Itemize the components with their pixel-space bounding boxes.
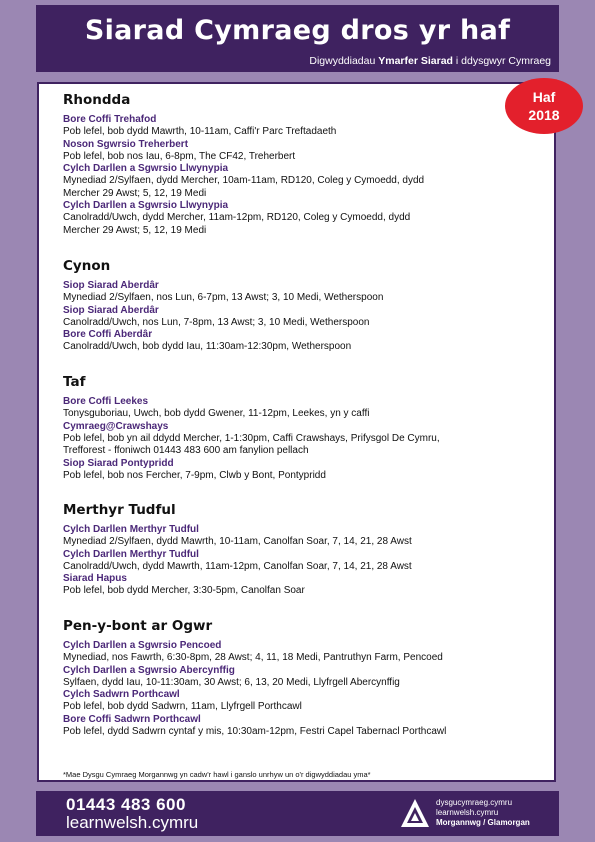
event-item [63,573,493,598]
event-title: Cylch Darllen a Sgwrsio Pencoed [63,640,222,651]
region-heading: Rhondda [63,92,131,108]
event-details: Mynediad 2/Sylfaen, dydd Mawrth, 10-11am, Canolfan Soar, 7, 14, 21, 28 Awst [63,536,412,547]
season-badge [505,78,583,134]
event-details: Sylfaen, dydd Iau, 10-11:30am, 30 Awst; 6, 13, 20 Medi, Llyfrgell Abercynffig [63,676,400,688]
subtitle-suffix: i ddysgwyr Cymraeg [452,55,551,67]
event-title: Cylch Darllen a Sgwrsio Llwynypia [63,163,229,174]
header-banner [36,5,559,72]
event-title: Siop Siarad Pontypridd [63,457,174,469]
phone-number: 01443 483 600 [66,795,186,814]
event-title: Cylch Darllen Merthyr Tudful [63,524,199,535]
event-details: Pob lefel, bob nos Iau, 6-8pm, The CF42, Treherbert [63,150,296,162]
event-details: Pob lefel, bob dydd Sadwrn, 11am, Llyfrgell Porthcawl [63,701,302,712]
footer-link-welsh[interactable]: dysgucymraeg.cymru [436,798,513,807]
event-item [63,280,493,305]
footer-banner [36,791,559,836]
event-item [63,329,493,354]
region-merthyr-tudful [63,502,493,598]
event-item [63,640,493,665]
event-details: Canolradd/Uwch, dydd Mercher, 11am-12pm, RD120, Coleg y Cymoedd, dydd [63,212,411,223]
event-title: Siop Siarad Aberdâr [63,280,159,291]
event-details: Pob lefel, bob dydd Mawrth, 10-11am, Caffi'r Parc Treftadaeth [63,126,337,137]
event-details: Mercher 29 Awst; 5, 12, 19 Medi [63,187,207,199]
event-details: Canolradd/Uwch, bob dydd Iau, 11:30am-12:30pm, Wetherspoon [63,341,352,352]
event-title: Cylch Darllen a Sgwrsio Abercynffig [63,664,235,676]
event-details: Mynediad, nos Fawrth, 6:30-8pm, 28 Awst; 4, 11, 18 Medi, Pantruthyn Farm, Pencoed [63,652,443,663]
badge-year: 2018 [528,107,560,123]
region-heading: Cynon [63,258,111,274]
event-details: Pob lefel, bob nos Fercher, 7-9pm, Clwb y Bont, Pontypridd [63,469,326,481]
event-details: Mynediad 2/Sylfaen, dydd Mercher, 10am-11am, RD120, Coleg y Cymoedd, dydd [63,175,425,186]
region-heading: Merthyr Tudful [63,502,176,518]
event-title: Bore Coffi Leekes [63,396,149,407]
event-details: Tonysguboriau, Uwch, bob dydd Gwener, 11-12pm, Leekes, yn y caffi [63,408,370,419]
region-cynon [63,258,493,354]
event-details: Canolradd/Uwch, nos Lun, 7-8pm, 13 Awst; 3, 10 Medi, Wetherspoon [63,316,370,328]
event-item [63,114,493,139]
event-details: Mercher 29 Awst; 5, 12, 19 Medi [63,224,207,236]
event-details: Mynediad 2/Sylfaen, nos Lun, 6-7pm, 13 Awst; 3, 10 Medi, Wetherspoon [63,292,384,303]
event-item [63,665,493,690]
footer-links [436,798,530,828]
event-details: Pob lefel, dydd Sadwrn cyntaf y mis, 10:30am-12pm, Festri Capel Tabernacl Porthcawl [63,725,447,737]
events-panel [37,82,556,782]
event-item [63,396,493,421]
region-heading: Taf [63,374,86,390]
region-heading: Pen-y-bont ar Ogwr [63,618,213,634]
event-item [63,305,493,330]
event-details: Pob lefel, bob dydd Mercher, 3:30-5pm, Canolfan Soar [63,585,305,596]
region-taf [63,374,493,482]
event-item [63,139,493,164]
event-title: Siarad Hapus [63,573,127,584]
website-link[interactable]: learnwelsh.cymru [66,813,199,832]
event-title: Cymraeg@Crawshays [63,420,169,432]
event-item [63,200,493,237]
badge-season: Haf [532,89,556,105]
event-title: Bore Coffi Trehafod [63,114,157,125]
event-item [63,714,493,739]
event-item [63,163,493,200]
subtitle-prefix: Digwyddiadau [309,55,379,67]
subtitle-highlight: Ymarfer Siarad [378,55,453,67]
event-title: Bore Coffi Aberdâr [63,329,153,340]
event-title: Noson Sgwrsio Treherbert [63,138,189,150]
event-item [63,458,493,483]
learn-welsh-logo-icon [399,797,431,829]
event-details: Canolradd/Uwch, dydd Mawrth, 11am-12pm, Canolfan Soar, 7, 14, 21, 28 Awst [63,560,412,572]
footer-region: Morgannwg / Glamorgan [436,818,530,827]
page-title: Siarad Cymraeg dros yr haf [84,15,511,46]
event-title: Bore Coffi Sadwrn Porthcawl [63,713,201,725]
event-item [63,524,493,549]
footer-link-english[interactable]: learnwelsh.cymru [436,808,499,817]
event-title: Cylch Sadwrn Porthcawl [63,689,180,700]
event-details: Pob lefel, bob yn ail ddydd Mercher, 1-1:30pm, Caffi Crawshays, Prifysgol De Cymru, [63,432,440,444]
disclaimer-footnote: *Mae Dysgu Cymraeg Morgannwg yn cadw'r hawl i ganslo unrhyw un o'r digwyddiadau yma* [63,770,371,779]
event-title: Siop Siarad Aberdâr [63,304,159,316]
event-item [63,421,493,458]
event-title: Cylch Darllen Merthyr Tudful [63,548,199,560]
region-pen-y-bont [63,618,493,738]
page-subtitle [309,55,551,67]
event-item [63,689,493,714]
event-details: Trefforest - ffoniwch 01443 483 600 am fanylion pellach [63,445,309,456]
event-title: Cylch Darllen a Sgwrsio Llwynypia [63,200,229,211]
event-item [63,549,493,574]
region-rhondda [63,92,493,237]
